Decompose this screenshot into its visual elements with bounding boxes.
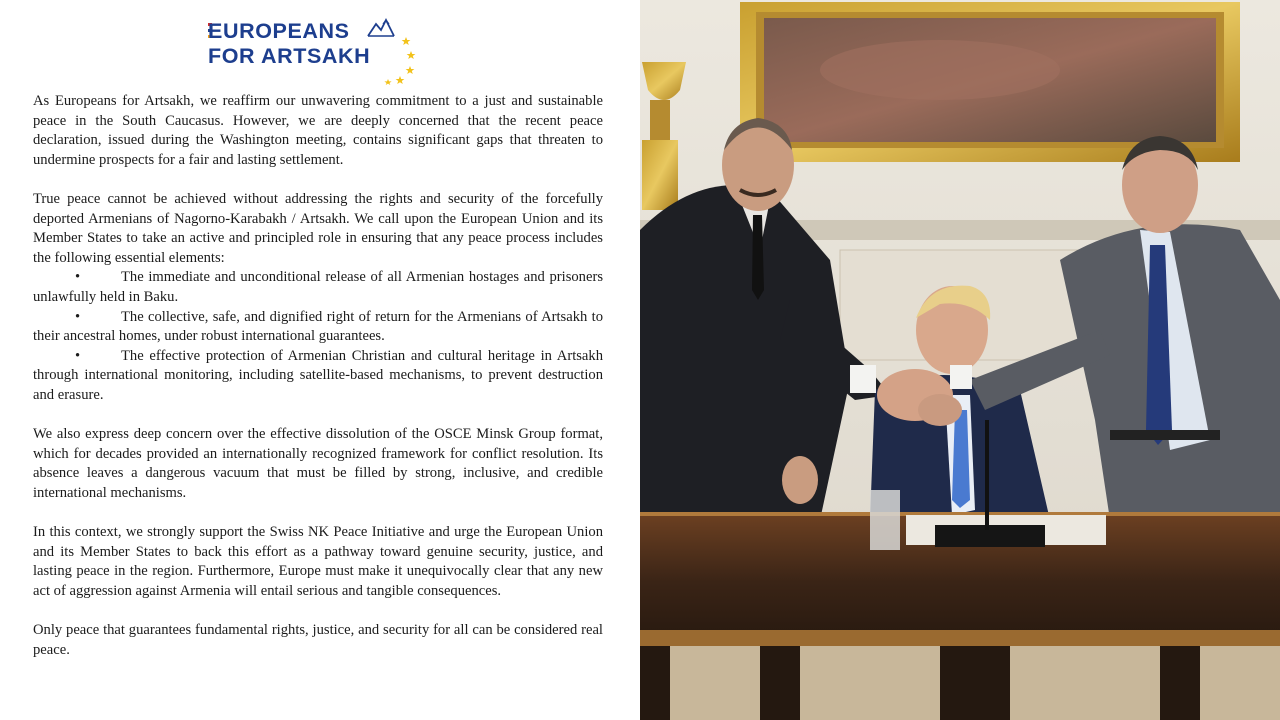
paragraph-3: We also express deep concern over the effective dissolution of the OSCE Minsk Group format, which for decades provided an internationally recognized framework for conflict resolution. Its absence leaves a dangerous vacuum that must be filled by strong, inclusive, and credible international mechanisms. <box>33 426 603 501</box>
bullet-text-2: The collective, safe, and dignified right of return for the Armenians of Artsakh to their ancestral homes, under robust international guarantees. <box>33 308 603 345</box>
bullet-text-1: The immediate and unconditional release of all Armenian hostages and prisoners unlawfully held in Baku. <box>33 269 603 305</box>
statement-body <box>33 92 603 680</box>
bullet-item-3 <box>33 347 603 406</box>
europeans-for-artsakh-logo <box>208 15 418 85</box>
bullet-text-3: The effective protection of Armenian Christian and cultural heritage in Artsakh through international monitoring, including satellite-based mechanisms, to prevent destruction and erasure. <box>33 347 603 403</box>
bullet-dot: • <box>75 347 81 364</box>
paragraph-1: As Europeans for Artsakh, we reaffirm our unwavering commitment to a just and sustainable peace in the South Caucasus. However, we are deeply concerned that the recent peace declaration, issued during the Washington meeting, contains significant gaps that threaten to undermine prospects for a fair and lasting settlement. <box>33 93 603 168</box>
logo-line-1: EUROPEANS <box>208 19 350 43</box>
statement-document <box>0 0 638 720</box>
handshake-photo <box>640 0 1280 720</box>
paragraph-2: True peace cannot be achieved without addressing the rights and security of the forcefully deported Armenians of Nagorno-Karabakh / Artsakh. We call upon the European Union and its Member States to take an active and principled role in ensuring that any peace process includes the following essential elements: <box>33 190 603 266</box>
paragraph-4: In this context, we strongly support the Swiss NK Peace Initiative and urge the European Union and its Member States to back this effort as a pathway toward genuine security, justice, and lasting peace in the region. Furthermore, Europe must make it unequivocally clear that any new act of aggression against Armenia will entail serious and tangible consequences. <box>33 524 603 599</box>
bullet-dot: • <box>75 308 81 325</box>
logo-line-2: FOR ARTSAKH <box>208 44 371 68</box>
photo-illustration <box>640 0 1280 720</box>
bullet-item-2 <box>33 308 603 347</box>
paragraph-5: Only peace that guarantees fundamental rights, justice, and security for all can be considered real peace. <box>33 622 603 658</box>
bullet-item-1 <box>33 268 603 307</box>
eu-stars-icon <box>378 29 418 85</box>
bullet-dot: • <box>75 269 81 286</box>
